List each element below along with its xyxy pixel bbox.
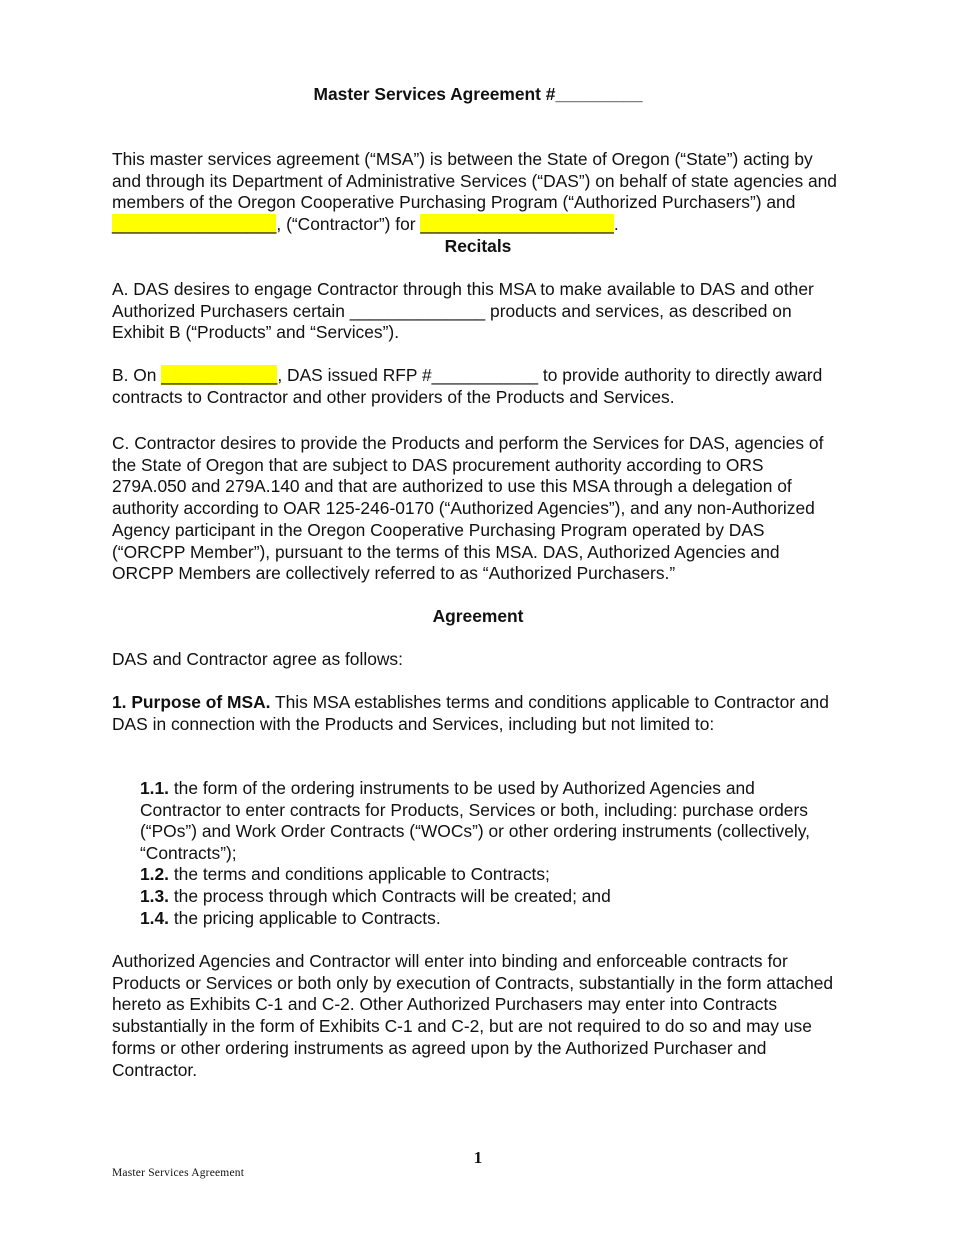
recital-c: C. Contractor desires to provide the Products and perform the Services for DAS, agencies of the State of Oregon that are subject to DAS procurement authority according to ORS 279A.050 and 279A.140 and that are authorized to use this MSA through a delegation of authority according to OAR 125-246-0170 (“Authorized Agencies”), and any non-Authorized Agency participant in the Oregon Cooperative Purchasing Program operated by DAS (“ORCPP Member”), pursuant to the terms of this MSA. DAS, Authorized Agencies and ORCPP Members are collectively referred to as “Authorized Purchasers.” bbox=[112, 433, 824, 584]
title-blank: _________ bbox=[555, 84, 643, 104]
page-number: 1 bbox=[473, 1148, 483, 1167]
recital-b bbox=[112, 365, 842, 408]
subitem-text: the pricing applicable to Contracts. bbox=[169, 908, 441, 928]
page-footer: Master Services Agreement bbox=[112, 1167, 245, 1179]
purpose-blank: ____________________ bbox=[420, 214, 614, 235]
section-1 bbox=[112, 692, 842, 735]
recital-a: A. DAS desires to engage Contractor through this MSA to make available to DAS and other Authorized Purchasers certain ______________ products and services, as described on Exhibit B (“Products” and “Services”). bbox=[112, 279, 814, 343]
recitals-heading: Recitals bbox=[444, 236, 512, 256]
intro-text-2: , (“Contractor”) for bbox=[276, 214, 421, 235]
intro-text-3: . bbox=[613, 214, 619, 235]
title-prefix: Master Services Agreement # bbox=[313, 84, 556, 104]
section-1-text: This MSA establishes terms and conditions applicable to Contractor and DAS in connection with the Products and Services, including but not limited to: bbox=[112, 692, 829, 734]
rfp-date-blank: ____________ bbox=[161, 365, 278, 385]
subitem-number: 1.4. bbox=[140, 908, 170, 928]
subitem-text: the process through which Contracts will be created; and bbox=[169, 886, 611, 906]
subitem-1-1 bbox=[140, 778, 840, 865]
recital-b-text-1: B. On bbox=[112, 365, 162, 385]
subitem-number: 1.1. bbox=[140, 778, 170, 798]
subitem-1-4 bbox=[140, 908, 840, 930]
agreement-intro: DAS and Contractor agree as follows: bbox=[112, 649, 403, 669]
document-title bbox=[0, 84, 956, 105]
subitem-text: the terms and conditions applicable to Contracts; bbox=[169, 864, 550, 884]
subitem-number: 1.2. bbox=[140, 864, 170, 884]
intro-paragraph bbox=[112, 149, 842, 236]
subitem-1-2 bbox=[140, 864, 840, 886]
agreement-heading: Agreement bbox=[432, 606, 524, 626]
closing-paragraph: Authorized Agencies and Contractor will enter into binding and enforceable contracts for Products or Services or both only by execution of Contracts, substantially in the form attached hereto as Exhibits C-1 and C-2. Other Authorized Purchasers may enter into Contracts substantially in the form of Exhibits C-1 and C-2, but are not required to do so and may use forms or other ordering instruments as agreed upon by the Authorized Purchaser and Contractor. bbox=[112, 951, 834, 1080]
subitem-1-3 bbox=[140, 886, 840, 908]
recital-b-text-2: , DAS issued RFP #___________ to provide authority to directly award contracts to Contractor and other providers of the Products and Services. bbox=[112, 365, 823, 407]
contractor-name-blank: _________________ bbox=[112, 214, 277, 235]
subitem-number: 1.3. bbox=[140, 886, 170, 906]
intro-text-1: This master services agreement (“MSA”) is between the State of Oregon (“State”) acting by and through its Department of Administrative Services (“DAS”) on behalf of state agencies and members of the Oregon Cooperative Purchasing Program (“Authorized Purchasers”) and bbox=[112, 149, 837, 213]
section-1-heading: 1. Purpose of MSA. bbox=[112, 692, 271, 712]
subitem-text: the form of the ordering instruments to be used by Authorized Agencies and Contractor to enter contracts for Products, Services or both, including: purchase orders (“POs”) and Work Order Contracts (“WOCs”) or other ordering instruments (collectively, “Contracts”); bbox=[140, 778, 811, 864]
